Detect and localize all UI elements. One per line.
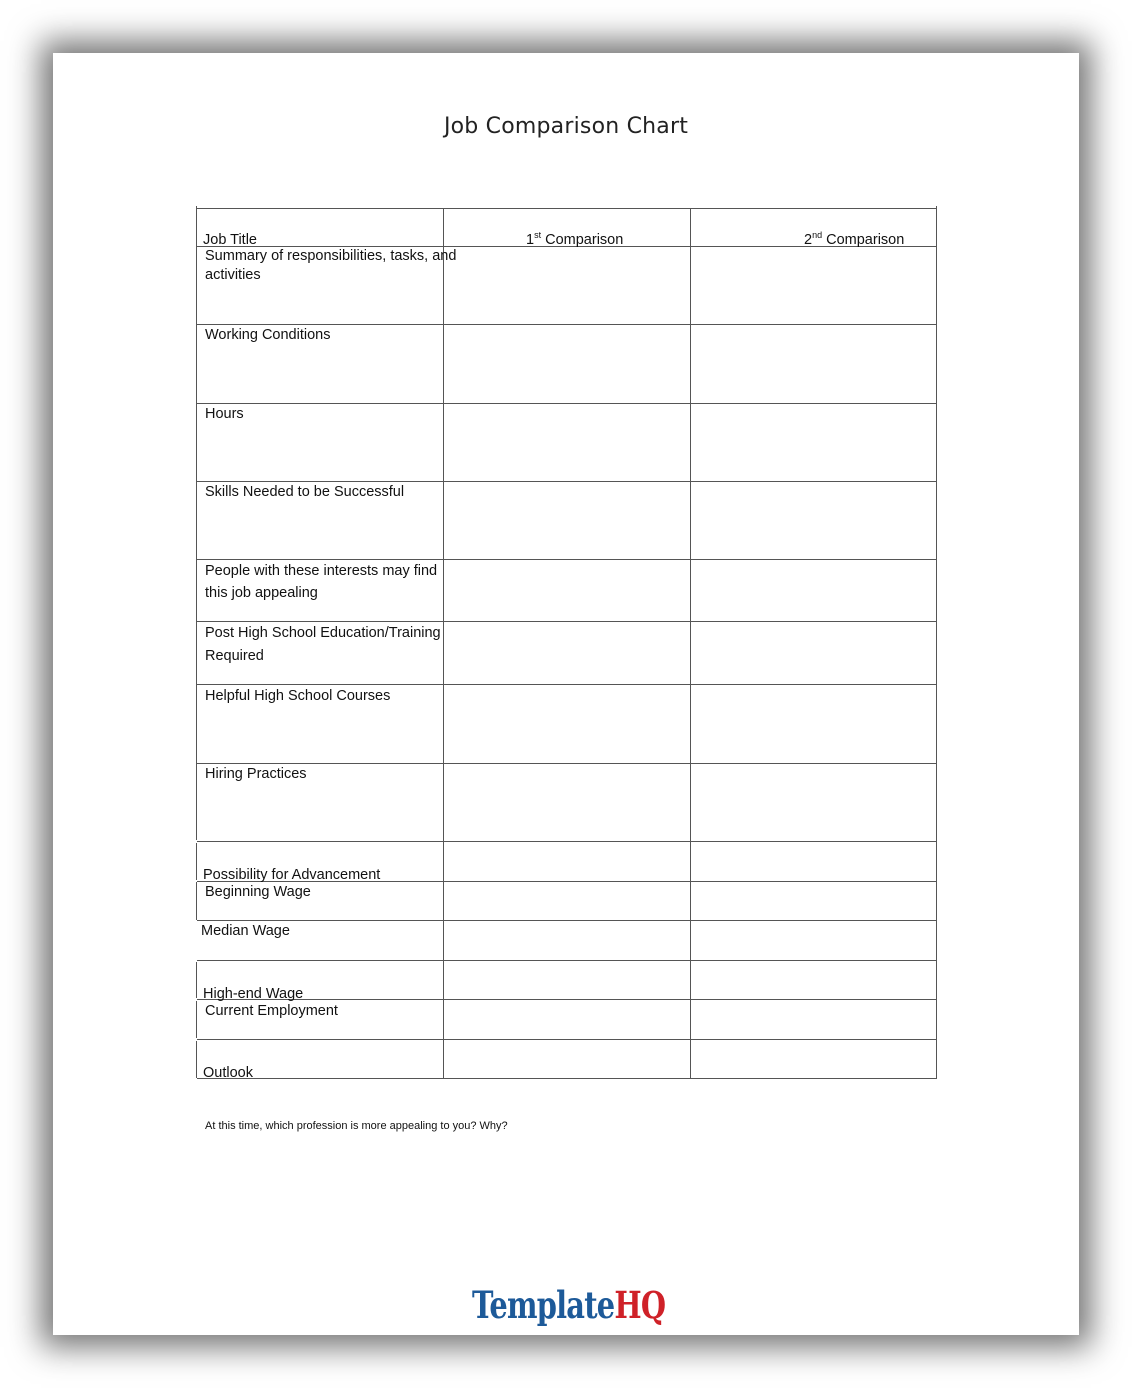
table-rule <box>197 960 937 961</box>
templatehq-logo: TemplateHQ <box>472 1283 666 1327</box>
table-rule <box>197 403 937 404</box>
row-label-summary: Summary of responsibilities, tasks, and activities <box>205 248 457 283</box>
row-label-high-end-wage: High-end Wage <box>203 986 304 1002</box>
row-label-skills: Skills Needed to be Successful <box>205 484 405 500</box>
row-label-interests: People with these interests may find this job appealing <box>205 563 438 601</box>
table-border-left <box>196 206 197 840</box>
row-label-median-wage: Median Wage <box>201 923 290 939</box>
table-border-right <box>936 206 937 1079</box>
row-label-working-conditions: Working Conditions <box>205 327 331 343</box>
table-divider <box>690 208 691 1079</box>
row-label-courses: Helpful High School Courses <box>205 688 391 704</box>
table-rule <box>197 920 937 921</box>
table-border-left <box>196 1001 197 1038</box>
question-text: At this time, which profession is more appealing to you? Why? <box>205 1120 508 1132</box>
header-second-comparison: 2nd Comparison <box>804 230 905 248</box>
table-border-left <box>196 962 197 998</box>
table-rule <box>197 763 937 764</box>
table-rule <box>197 1039 937 1040</box>
table-border-left <box>196 882 197 920</box>
table-border-left <box>196 843 197 880</box>
row-label-advancement: Possibility for Advancement <box>203 867 381 883</box>
table-border-left <box>196 1041 197 1078</box>
table-divider <box>443 208 444 1079</box>
row-label-hiring: Hiring Practices <box>205 766 307 782</box>
row-label-education: Post High School Education/Training Required <box>205 625 441 664</box>
table-rule <box>197 841 937 842</box>
page-title: Job Comparison Chart <box>443 114 689 139</box>
row-label-hours: Hours <box>205 406 244 422</box>
row-label-outlook: Outlook <box>203 1065 253 1081</box>
row-label-beginning-wage: Beginning Wage <box>205 884 311 900</box>
header-job-title: Job Title <box>203 232 257 248</box>
table-rule <box>197 208 937 209</box>
table-rule <box>197 1078 937 1079</box>
row-label-current-employment: Current Employment <box>205 1003 338 1019</box>
header-first-comparison: 1st Comparison <box>526 230 624 248</box>
